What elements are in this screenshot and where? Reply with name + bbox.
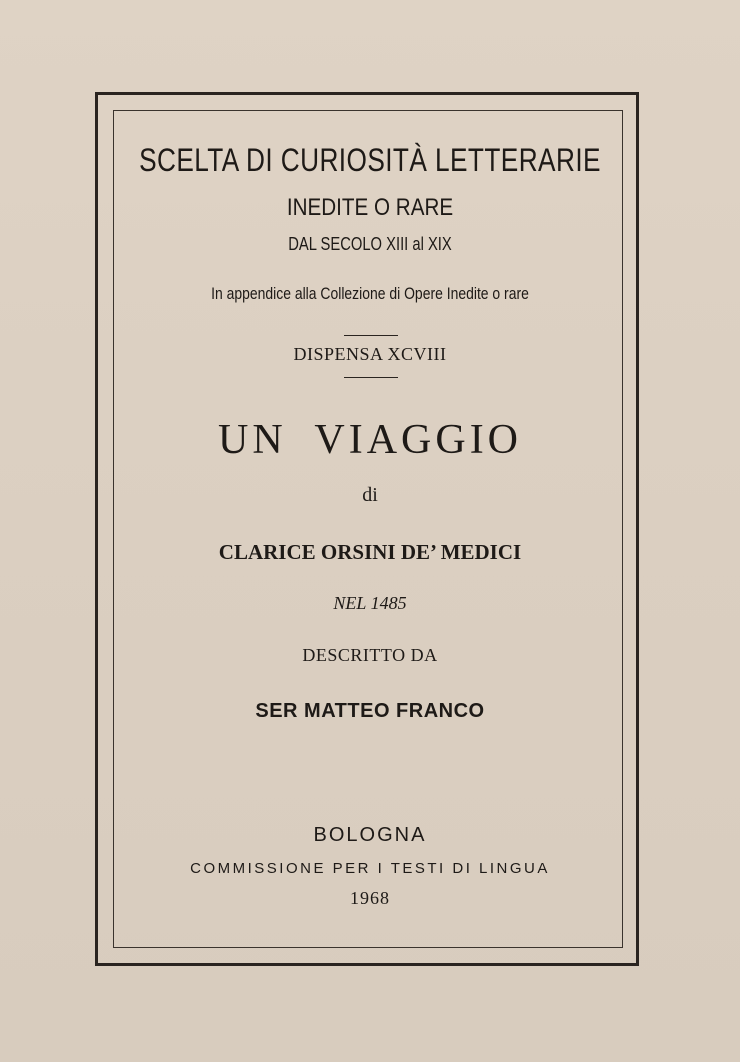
- appendix-note: In appendice alla Collezione di Opere Inedite o rare: [211, 284, 529, 303]
- series-period: DAL SECOLO XIII al XIX: [288, 234, 452, 254]
- series-subtitle: INEDITE O RARE: [286, 194, 454, 221]
- described-by-label: DESCRITTO DA: [302, 645, 438, 665]
- divider-top: [344, 335, 398, 336]
- publication-city: BOLOGNA: [313, 824, 427, 846]
- series-title: SCELTA DI CURIOSITÀ LETTERARIE: [139, 142, 601, 178]
- publisher-name: COMMISSIONE PER I TESTI DI LINGUA: [190, 860, 550, 877]
- publication-year: 1968: [350, 888, 390, 908]
- title-connector: di: [362, 484, 378, 506]
- issue-number: DISPENSA XCVIII: [293, 344, 447, 364]
- journey-year: NEL 1485: [333, 593, 407, 613]
- work-title: UN VIAGGIO: [217, 417, 523, 463]
- subject-name: CLARICE ORSINI DE’ MEDICI: [218, 540, 522, 564]
- divider-bottom: [344, 377, 398, 378]
- author-name: SER MATTEO FRANCO: [255, 700, 485, 722]
